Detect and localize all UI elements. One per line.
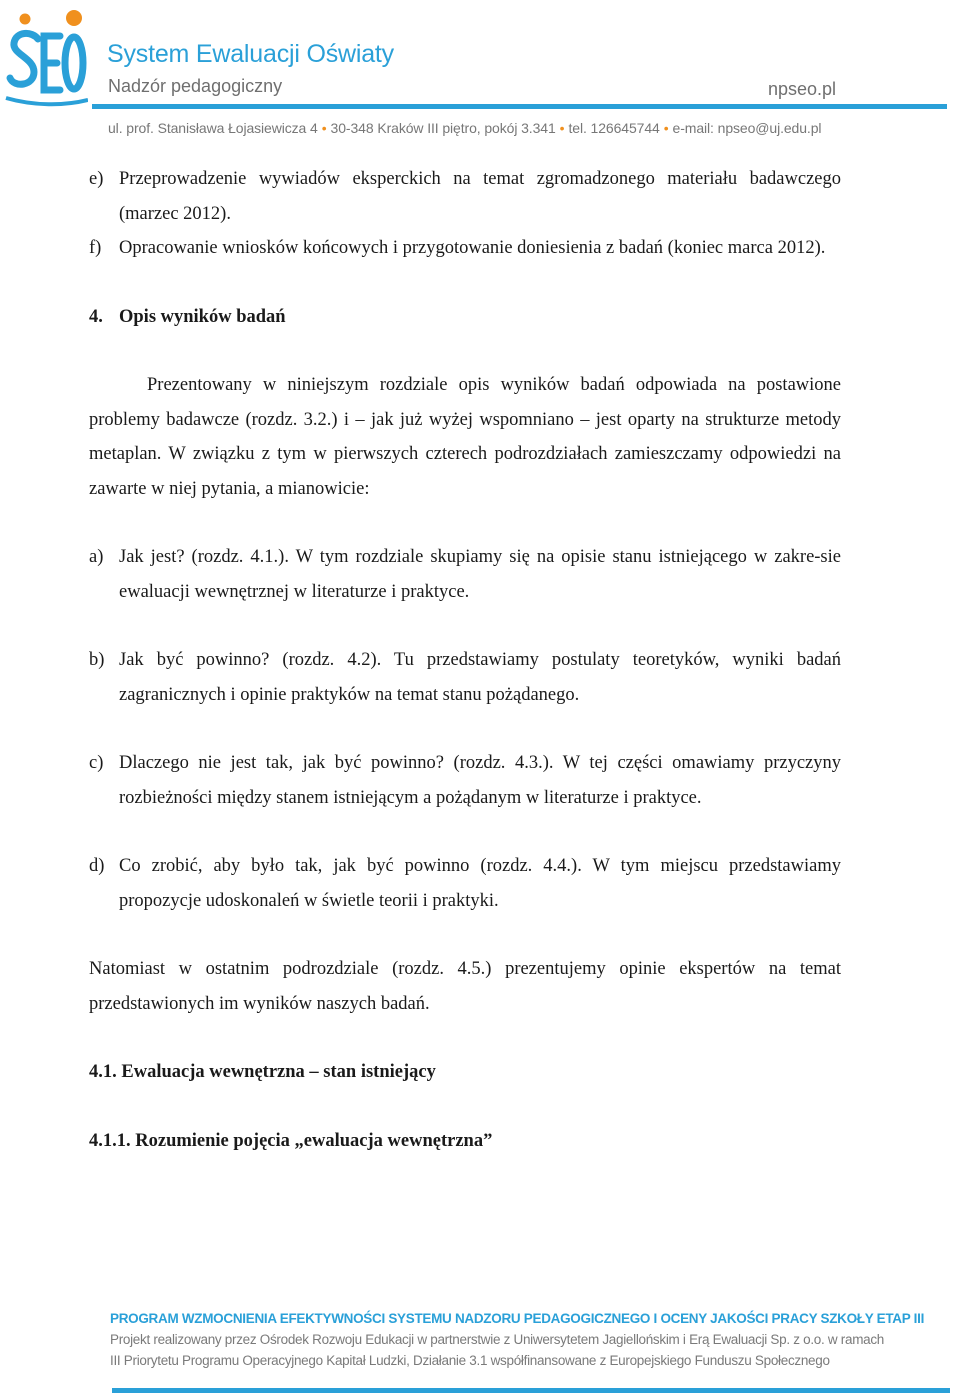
section-heading	[89, 300, 841, 335]
address-phone: tel. 126645744	[568, 120, 660, 136]
website-link[interactable]: npseo.pl	[768, 79, 837, 99]
subsection-heading: 4.1. Ewaluacja wewnętrzna – stan istniejący	[89, 1062, 436, 1082]
list-marker: b)	[89, 650, 105, 670]
brand-subtitle: Nadzór pedagogiczny	[108, 76, 283, 96]
page-header	[0, 0, 960, 140]
list-marker: d)	[89, 856, 105, 876]
list-item	[89, 643, 841, 712]
list-item-text: Przeprowadzenie wywiadów eksperckich na temat zgromadzonego materiału badawczego (marzec 2012).	[119, 169, 841, 224]
list-item	[89, 231, 841, 266]
list-item-text: Jak być powinno? (rozdz. 4.2). Tu przedstawiamy postulaty teoretyków, wyniki badań zagranicznych i opinie praktyków na temat stanu pożądanego.	[119, 650, 841, 705]
section-number: 4.	[89, 306, 103, 327]
list-item-text: Jak jest? (rozdz. 4.1.). W tym rozdziale skupiamy się na opisie stanu istniejącego w zakre-sie ewaluacji wewnętrznej w literaturze i praktyce.	[119, 547, 841, 602]
list-item	[89, 746, 841, 815]
document-body	[89, 162, 841, 1158]
address-line	[108, 120, 821, 136]
bullet-dot-icon: •	[559, 120, 565, 136]
section-title: Opis wyników badań	[119, 306, 286, 327]
closing-paragraph: Natomiast w ostatnim podrozdziale (rozdz. 4.5.) prezentujemy opinie ekspertów na temat przedstawionych im wyników naszych badań.	[89, 959, 841, 1014]
brand-title: System Ewaluacji Oświaty	[107, 40, 394, 68]
page-footer	[0, 1305, 960, 1398]
intro-paragraph: Prezentowany w niniejszym rozdziale opis wyników badań odpowiada na postawione problemy badawcze (rozdz. 3.2.) i – jak już wyżej wspomniano – jest oparty na strukturze metody metaplan. W związku z tym w pierwszych czterech podrozdziałach zamieszczamy odpowiedzi na zawarte w niej pytania, a mianowicie:	[89, 375, 841, 499]
list-item	[89, 162, 841, 231]
list-marker: a)	[89, 547, 104, 567]
list-item	[89, 849, 841, 918]
footer-funding-line: III Priorytetu Programu Operacyjnego Kapitał Ludzki, Działanie 3.1 współfinansowane z Europejskiego Funduszu Społecznego	[110, 1353, 830, 1368]
list-item-text: Opracowanie wniosków końcowych i przygotowanie doniesienia z badań (koniec marca 2012).	[119, 238, 826, 258]
bullet-dot-icon: •	[663, 120, 669, 136]
seo-logo	[4, 6, 88, 110]
footer-divider	[112, 1388, 950, 1393]
list-marker: f)	[89, 238, 102, 258]
address-city: 30-348 Kraków III piętro, pokój 3.341	[330, 120, 556, 136]
list-marker: e)	[89, 169, 104, 189]
address-email[interactable]: e-mail: npseo@uj.edu.pl	[672, 120, 822, 136]
list-marker: c)	[89, 753, 104, 773]
header-divider	[92, 104, 947, 109]
footer-program-name: PROGRAM WZMOCNIENIA EFEKTYWNOŚCI SYSTEMU NADZORU PEDAGOGICZNEGO I OCENY JAKOŚCI PRACY SZKOŁY ETAP III	[110, 1311, 925, 1326]
footer-project-line: Projekt realizowany przez Ośrodek Rozwoju Edukacji w partnerstwie z Uniwersytetem Jagiellońskim i Erą Ewaluacji Sp. z o.o. w ramach	[110, 1332, 885, 1347]
list-item-text: Co zrobić, aby było tak, jak być powinno (rozdz. 4.4.). W tym miejscu przedstawiamy propozycje udoskonaleń w świetle teorii i praktyki.	[119, 856, 841, 911]
subsubsection-heading: 4.1.1. Rozumienie pojęcia „ewaluacja wewnętrzna”	[89, 1130, 493, 1151]
list-item	[89, 540, 841, 609]
address-street: ul. prof. Stanisława Łojasiewicza 4	[108, 120, 318, 136]
list-item-text: Dlaczego nie jest tak, jak być powinno? (rozdz. 4.3.). W tej części omawiamy przyczyny rozbieżności między stanem istniejącym a pożądanym w literaturze i praktyce.	[119, 753, 841, 808]
bullet-dot-icon: •	[321, 120, 327, 136]
